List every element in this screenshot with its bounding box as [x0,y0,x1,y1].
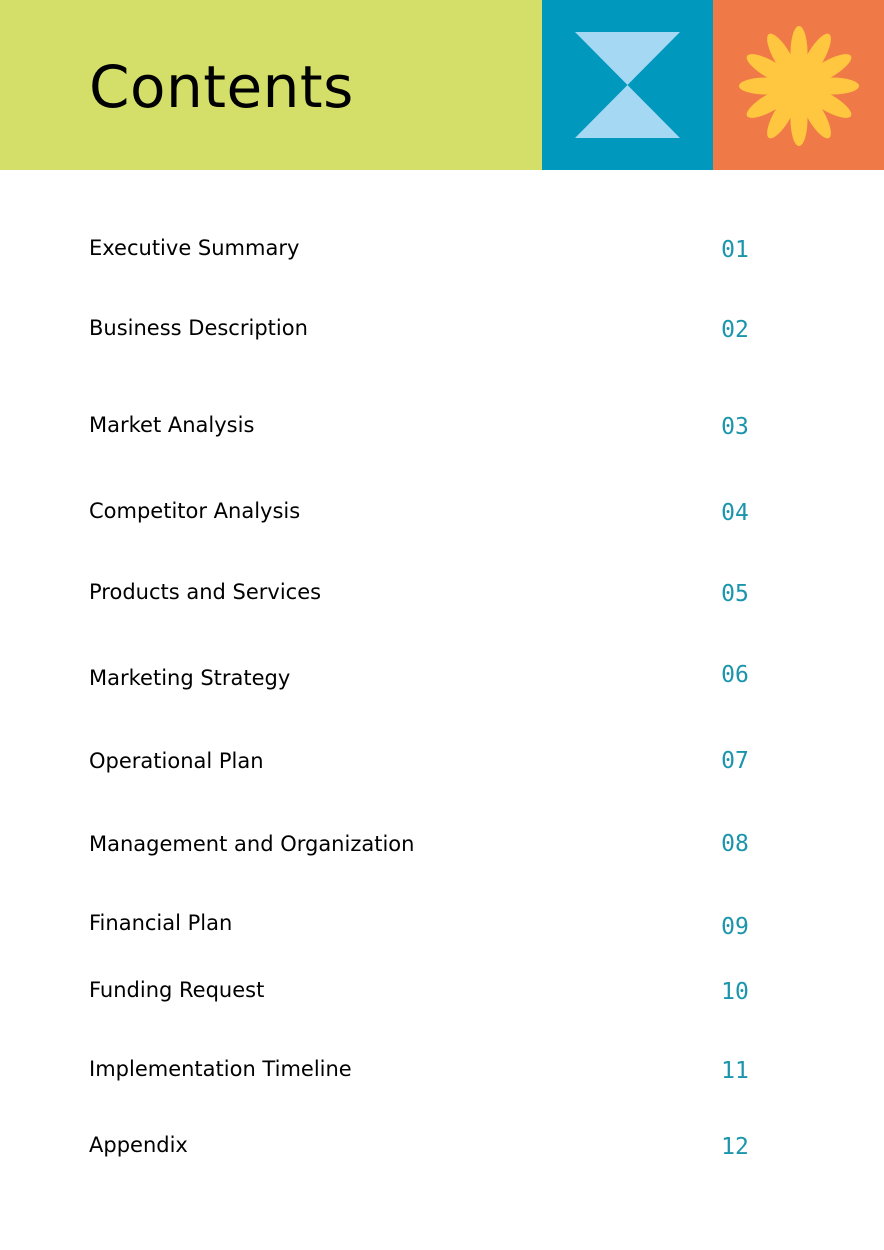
toc-entry-marketing-strategy[interactable] [0,664,884,704]
toc-entry-page-number: 07 [721,748,749,774]
toc-entry-page-number: 08 [721,831,749,857]
toc-entry-page-number: 09 [721,914,749,940]
toc-entry-implementation-timeline[interactable] [0,1055,884,1095]
toc-entry-page-number: 04 [721,500,749,526]
toc-entry-title: Competitor Analysis [89,499,301,523]
toc-entry-title: Market Analysis [89,413,255,437]
toc-entry-title: Marketing Strategy [89,666,291,690]
toc-entry-page-number: 11 [721,1058,749,1084]
toc-entry-financial-plan[interactable] [0,909,884,949]
toc-entry-title: Funding Request [89,978,265,1002]
toc-entry-title: Financial Plan [89,911,233,935]
toc-entry-title: Operational Plan [89,749,264,773]
page-title: Contents [89,53,354,121]
toc-entry-competitor-analysis[interactable] [0,497,884,537]
toc-entry-business-description[interactable] [0,314,884,354]
toc-entry-title: Executive Summary [89,236,300,260]
toc-entry-management-and-organization[interactable] [0,830,884,870]
toc-entry-title: Appendix [89,1133,188,1157]
toc-entry-executive-summary[interactable] [0,234,884,274]
toc-entry-market-analysis[interactable] [0,411,884,451]
toc-entry-title: Management and Organization [89,832,415,856]
toc-entry-page-number: 01 [721,237,749,263]
toc-entry-page-number: 03 [721,414,749,440]
toc-entry-title: Business Description [89,316,308,340]
toc-entry-page-number: 12 [721,1134,749,1160]
toc-entry-operational-plan[interactable] [0,747,884,787]
toc-entry-page-number: 06 [721,662,749,688]
toc-entry-products-and-services[interactable] [0,578,884,618]
toc-entry-page-number: 05 [721,581,749,607]
toc-entry-page-number: 10 [721,979,749,1005]
toc-entry-funding-request[interactable] [0,976,884,1016]
toc-entry-page-number: 02 [721,317,749,343]
toc-entry-title: Products and Services [89,580,322,604]
toc-entry-appendix[interactable] [0,1131,884,1171]
toc-entry-title: Implementation Timeline [89,1057,352,1081]
